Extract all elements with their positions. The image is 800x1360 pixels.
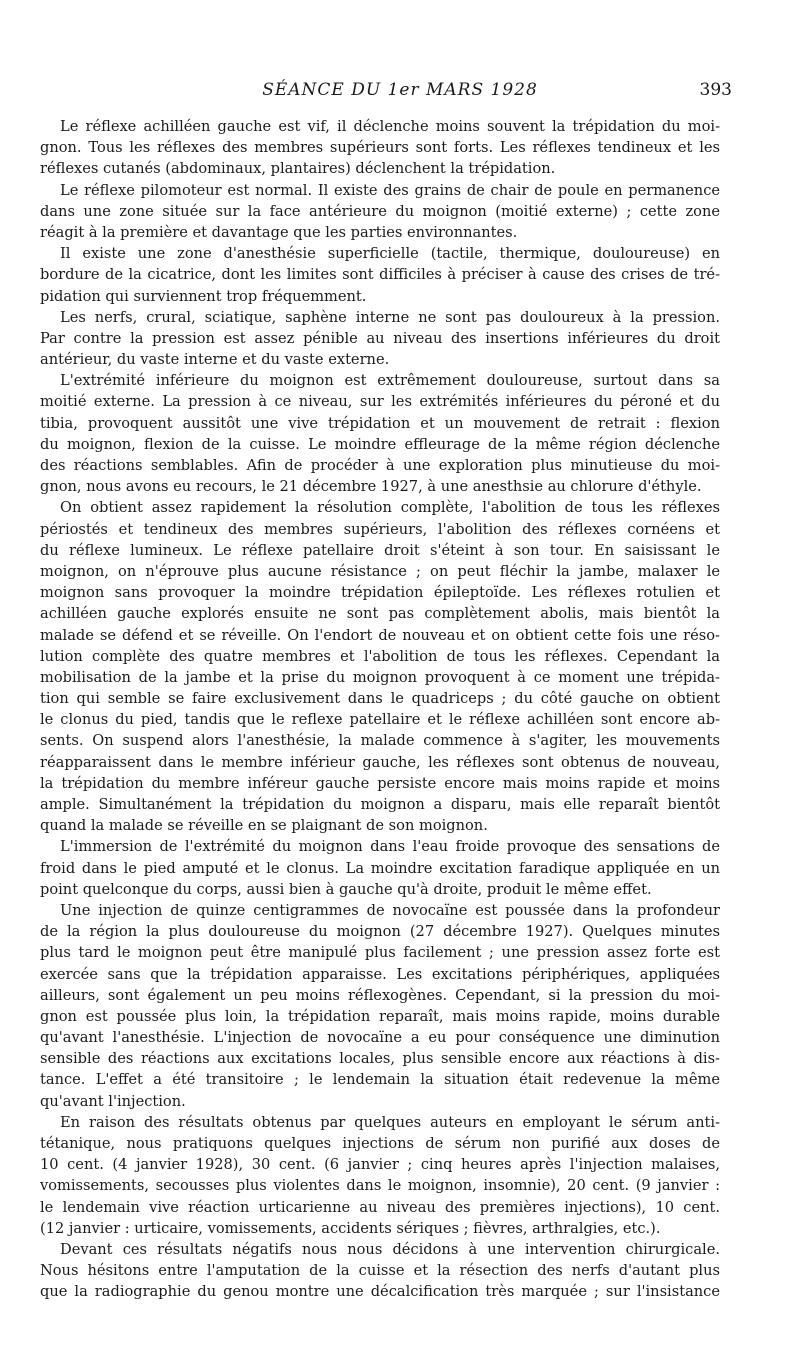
text-line: En raison des résultats obtenus par quelques auteurs en employant le sérum anti- [60, 1113, 720, 1131]
text-line: gnon, nous avons eu recours, le 21 décembre 1927, à une anesthsie au chlorure d'éthyle. [40, 478, 702, 496]
text-line: achilléen gauche explorés ensuite ne sont pas complètement abolis, mais bientôt la [40, 605, 720, 623]
text-line: réagit à la première et davantage que les parties environnantes. [40, 223, 518, 241]
text-line: du réflexe lumineux. Le réflexe patellaire droit s'éteint à son tour. En saisissant le [40, 541, 720, 559]
text-line: périostés et tendineux des membres supérieurs, l'abolition des réflexes cornéens et [40, 520, 720, 538]
text-line: Les nerfs, crural, sciatique, saphène interne ne sont pas douloureux à la pression. [60, 308, 720, 326]
page-header [0, 80, 800, 106]
text-line: Le réflexe achilléen gauche est vif, il déclenche moins souvent la trépidation du moi- [60, 118, 720, 135]
text-line: ample. Simultanément la trépidation du moignon a disparu, mais elle reparaît bientôt [40, 796, 720, 813]
text-line: réapparaissent dans le membre inférieur gauche, les réflexes sont obtenus de nouveau, [40, 753, 720, 771]
text-line: de la région la plus douloureuse du moignon (27 décembre 1927). Quelques minutes [40, 923, 720, 941]
text-line: plus tard le moignon peut être manipulé plus facilement ; une pression assez forte est [40, 944, 720, 962]
text-line: Nous hésitons entre l'amputation de la cuisse et la résection des nerfs d'autant plus [40, 1262, 720, 1280]
text-line: sents. On suspend alors l'anesthésie, la malade commence à s'agiter, les mouvements [40, 732, 720, 750]
text-line: quand la malade se réveille en se plaignant de son moignon. [40, 817, 488, 835]
text-line: des réactions semblables. Afin de procéder à une exploration plus minutieuse du moi- [40, 457, 720, 474]
text-line: exercée sans que la trépidation apparaisse. Les excitations périphériques, appliquées [40, 965, 720, 983]
text-line: que la radiographie du genou montre une décalcification très marquée ; sur l'insistance [40, 1283, 720, 1301]
text-line: L'immersion de l'extrémité du moignon dans l'eau froide provoque des sensations de [60, 838, 720, 856]
text-line: gnon. Tous les réflexes des membres supérieurs sont forts. Les réflexes tendineux et les [40, 139, 720, 157]
text-line: Le réflexe pilomoteur est normal. Il existe des grains de chair de poule en permanence [60, 181, 720, 199]
text-line: le lendemain vive réaction urticarienne au niveau des premières injections), 10 cent. [40, 1198, 720, 1216]
text-line: pidation qui surviennent trop fréquemment. [40, 287, 367, 305]
text-line: ailleurs, sont également un peu moins réflexogènes. Cependant, si la pression du moi- [40, 986, 720, 1004]
text-line: qu'avant l'anesthésie. L'injection de novocaïne a eu pour conséquence une diminution [40, 1029, 720, 1047]
text-line: moignon, on n'éprouve plus aucune résistance ; on peut fléchir la jambe, malaxer le [40, 562, 720, 580]
body-text [40, 116, 720, 1303]
text-line: gnon est poussée plus loin, la trépidation reparaît, mais moins rapide, moins durable [40, 1007, 720, 1025]
running-title: SÉANCE DU 1er MARS 1928 [262, 80, 538, 100]
text-line: du moignon, flexion de la cuisse. Le moindre effleurage de la même région déclenche [40, 435, 720, 453]
text-line: tance. L'effet a été transitoire ; le lendemain la situation était redevenue la même [40, 1071, 720, 1089]
text-line: mobilisation de la jambe et la prise du moignon provoquent à ce moment une trépida- [40, 668, 720, 686]
text-line: 10 cent. (4 janvier 1928), 30 cent. (6 janvier ; cinq heures après l'injection malaises, [40, 1156, 720, 1174]
text-line: Par contre la pression est assez pénible au niveau des insertions inférieures du droit [40, 329, 720, 347]
text-line: tibia, provoquent aussitôt une vive trépidation et un mouvement de retrait : flexion [40, 414, 720, 432]
text-line: vomissements, secousses plus violentes dans le moignon, insomnie), 20 cent. (9 janvier : [40, 1177, 720, 1195]
text-line: sensible des réactions aux excitations locales, plus sensible encore aux réactions à dis- [40, 1050, 720, 1068]
text-line: malade se défend et se réveille. On l'endort de nouveau et on obtient cette fois une réso- [40, 626, 720, 644]
text-line: bordure de la cicatrice, dont les limites sont difficiles à préciser à cause des crises de tré- [40, 266, 720, 284]
text-line: L'extrémité inférieure du moignon est extrêmement douloureuse, surtout dans sa [60, 372, 720, 390]
text-line: antérieur, du vaste interne et du vaste externe. [40, 351, 390, 369]
text-line: tétanique, nous pratiquons quelques injections de sérum non purifié aux doses de [40, 1135, 720, 1152]
text-line: froid dans le pied amputé et le clonus. La moindre excitation faradique appliquée en un [40, 859, 720, 877]
text-line: moignon sans provoquer la moindre trépidation épileptoïde. Les réflexes rotulien et [40, 584, 720, 602]
text-line: Devant ces résultats négatifs nous nous décidons à une intervention chirurgicale. [60, 1240, 720, 1258]
text-line: qu'avant l'injection. [40, 1092, 186, 1110]
text-line: (12 janvier : urticaire, vomissements, accidents sériques ; fièvres, arthralgies, etc.). [40, 1219, 661, 1237]
text-line: le clonus du pied, tandis que le reflexe patellaire et le réflexe achilléen sont encore ab- [40, 711, 720, 729]
text-line: moitié externe. La pression à ce niveau, sur les extrémités inférieures du péroné et du [40, 393, 720, 411]
text-line: point quelconque du corps, aussi bien à gauche qu'à droite, produit le même effet. [40, 880, 652, 898]
page-number: 393 [699, 80, 732, 100]
text-line: tion qui semble se faire exclusivement dans le quadriceps ; du côté gauche on obtient [40, 690, 720, 708]
text-line: lution complète des quatre membres et l'abolition de tous les réflexes. Cependant la [40, 647, 720, 665]
text-line: la trépidation du membre inféreur gauche persiste encore mais moins rapide et moins [40, 774, 720, 792]
text-line: dans une zone située sur la face antérieure du moignon (moitié externe) ; cette zone [40, 202, 720, 220]
text-line: Une injection de quinze centigrammes de novocaïne est poussée dans la profondeur [60, 901, 720, 919]
text-line: Il existe une zone d'anesthésie superficielle (tactile, thermique, douloureuse) en [60, 245, 720, 263]
text-line: On obtient assez rapidement la résolution complète, l'abolition de tous les réflexes [60, 499, 720, 517]
text-line: réflexes cutanés (abdominaux, plantaires) déclenchent la trépidation. [40, 160, 556, 178]
